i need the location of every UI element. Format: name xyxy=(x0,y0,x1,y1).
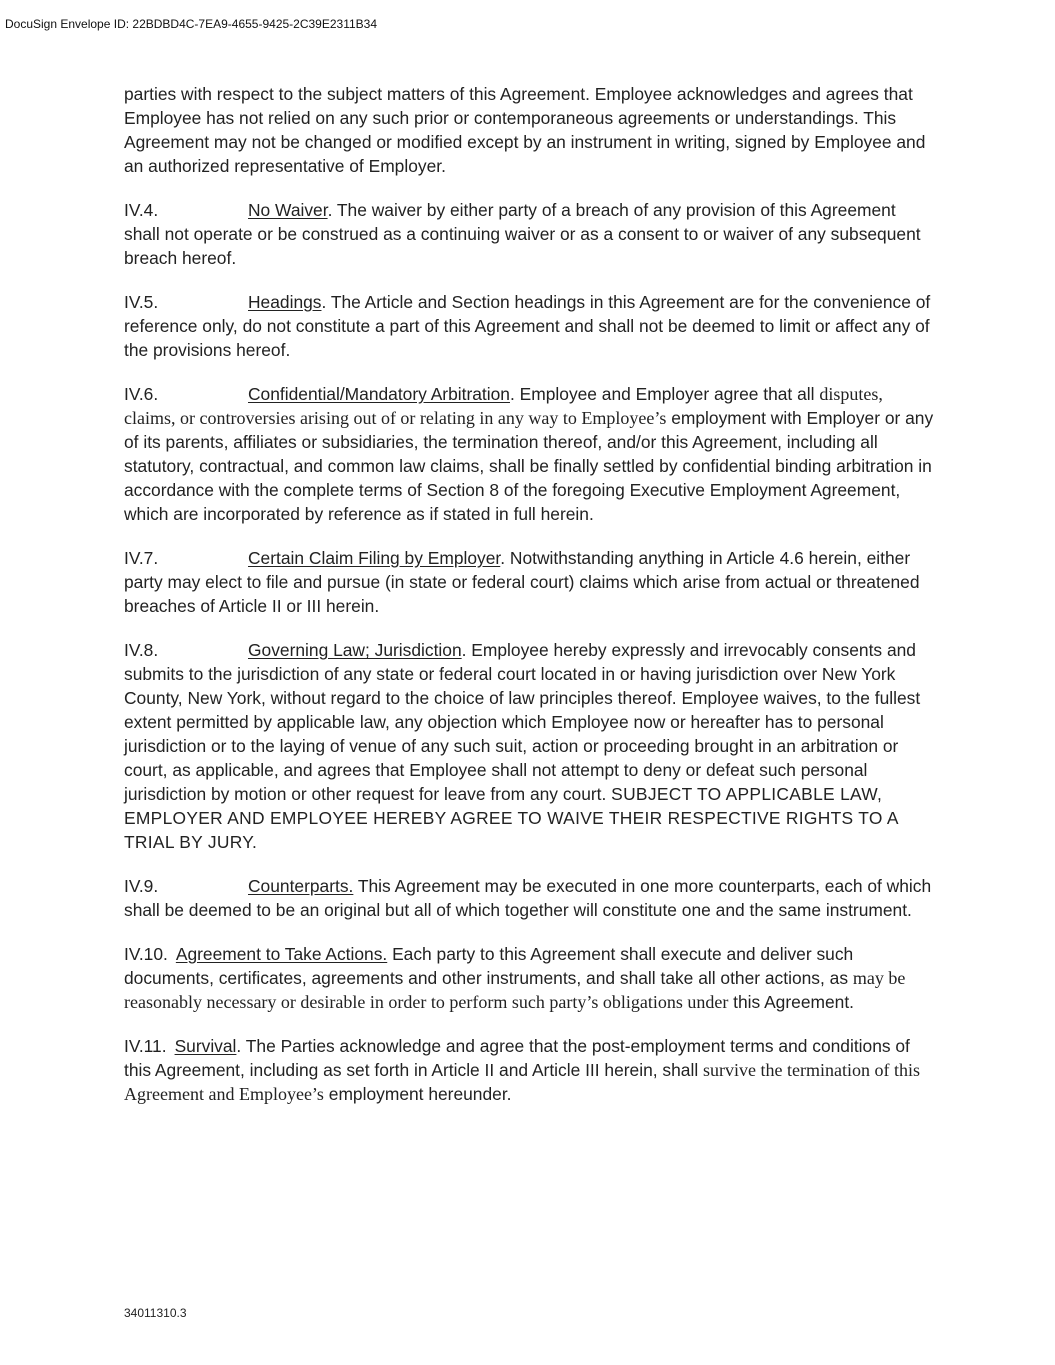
section-text: This Agreement may be executed in one more counterparts, each of which shall be deemed to be an original but all of which together will constitute one and the same instrument. xyxy=(124,876,932,920)
document-body xyxy=(124,82,936,1126)
section-number: IV.10. xyxy=(124,944,168,964)
section-number: IV.11. xyxy=(124,1036,167,1056)
section-number: IV.9. xyxy=(124,876,159,896)
section-number: IV.4. xyxy=(124,200,159,220)
section-text: . The waiver by either party of a breach of any provision of this Agreement shall not operate or be construed as a continuing waiver or as a consent to or waiver of any subsequent breach hereof. xyxy=(124,200,921,268)
section-text: . Employee hereby expressly and irrevocably consents and submits to the jurisdiction of any state or federal court located in or having jurisdiction over New York County, New York, without regard to the choice of law principles thereof. Employee waives, to the fullest extent permitted by applicable law, any objection which Employee now or hereafter has to personal jurisdiction or to the laying of venue of any such suit, action or proceeding brought in an arbitration or court, as applicable, and agrees that Employee shall not attempt to deny or defeat such personal jurisdiction by motion or other request for leave from any court. xyxy=(124,640,921,804)
section-number: IV.8. xyxy=(124,640,159,660)
section-iv-7 xyxy=(124,546,936,618)
section-iv-10 xyxy=(124,942,936,1014)
section-text: employment with Employer or any of its parents, affiliates or subsidiaries, the termination thereof, and/or this Agreement, including all statutory, contractual, and common law claims, shall be finally settled by confidential binding arbitration in accordance with the complete terms of Section 8 of the foregoing Executive Employment Agreement, which are incorporated by reference as if stated in full herein. xyxy=(124,408,934,524)
intro-paragraph: parties with respect to the subject matters of this Agreement. Employee acknowledges and agrees that Employee has not relied on any such prior or contemporaneous agreements or understandings. This Agreement may not be changed or modified except by an instrument in writing, signed by Employee and an authorized representative of Employer. xyxy=(124,84,926,176)
section-text-serif: disputes, claims, or controversies arising out of or relating in any way to Employee’s xyxy=(124,384,883,428)
section-heading: Certain Claim Filing by Employer xyxy=(248,548,501,568)
section-iv-4 xyxy=(124,198,936,270)
section-text: . Employee and Employer agree that all xyxy=(509,384,815,404)
section-iv-11 xyxy=(124,1034,936,1106)
section-iv-9 xyxy=(124,874,936,922)
section-iv-5 xyxy=(124,290,936,362)
section-iv-6 xyxy=(124,382,936,526)
section-heading: Confidential/Mandatory Arbitration xyxy=(248,384,510,404)
section-iv-8 xyxy=(124,638,936,854)
section-text: . The Parties acknowledge and agree that the post-employment terms and conditions of this Agreement, including as set forth in Article II and Article III herein, shall xyxy=(124,1036,910,1080)
jury-waiver-text: SUBJECT TO APPLICABLE LAW, EMPLOYER AND EMPLOYEE HEREBY AGREE TO WAIVE THEIR RESPECTIVE RIGHTS TO A TRIAL BY JURY. xyxy=(124,784,898,852)
section-heading: Headings xyxy=(248,292,322,312)
section-text: employment hereunder. xyxy=(323,1084,512,1104)
section-number: IV.7. xyxy=(124,548,159,568)
section-text: . The Article and Section headings in this Agreement are for the convenience of reference only, do not constitute a part of this Agreement and shall not be deemed to limit or affect any of the provisions hereof. xyxy=(124,292,931,360)
docusign-envelope-id: DocuSign Envelope ID: 22BDBD4C-7EA9-4655-9425-2C39E2311B34 xyxy=(5,17,378,31)
section-text: . Notwithstanding anything in Article 4.6 herein, either party may elect to file and pursue (in state or federal court) claims which arise from actual or threatened breaches of Article II or III herein. xyxy=(124,548,920,616)
section-number: IV.5. xyxy=(124,292,159,312)
section-text-serif: survive the termination of this Agreement and Employee’s xyxy=(124,1060,920,1104)
section-text: Each party to this Agreement shall execute and deliver such documents, certificates, agreements and other instruments, and shall take all other actions, as xyxy=(124,944,854,988)
section-heading: Agreement to Take Actions. xyxy=(175,944,388,964)
section-number: IV.6. xyxy=(124,384,159,404)
section-heading: Counterparts. xyxy=(248,876,354,896)
section-heading: Governing Law; Jurisdiction xyxy=(248,640,462,660)
section-heading: No Waiver xyxy=(248,200,328,220)
section-text-serif: may be reasonably necessary or desirable in order to perform such party’s obligations under xyxy=(124,968,906,1012)
section-heading: Survival xyxy=(174,1036,237,1056)
document-number: 34011310.3 xyxy=(124,1306,187,1320)
section-text: this Agreement. xyxy=(728,992,854,1012)
